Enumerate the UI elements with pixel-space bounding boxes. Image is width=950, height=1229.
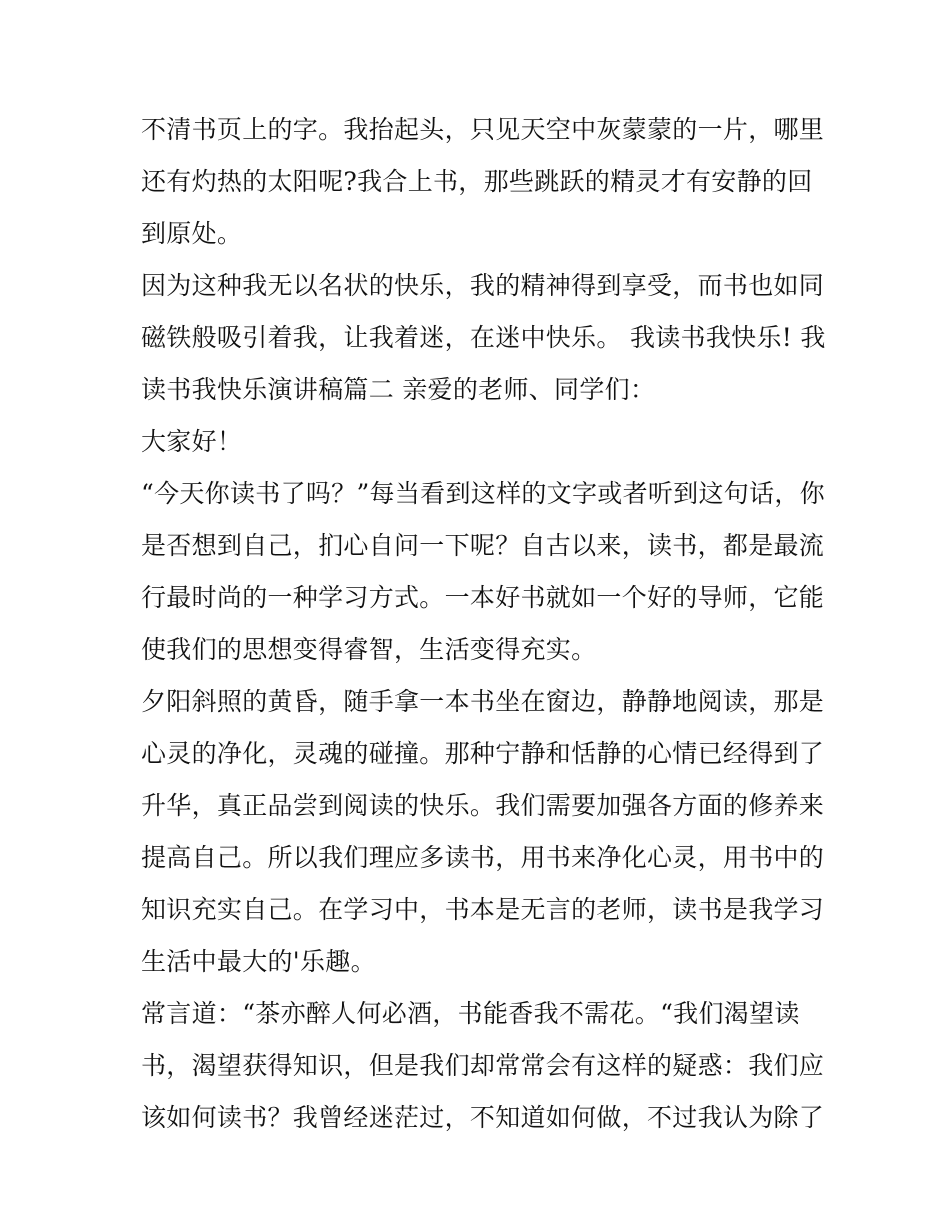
text-line: 生活中最大的'乐趣。 <box>141 947 376 976</box>
text-line: 不清书页上的字。我抬起头，只见天空中灰蒙蒙的一片，哪里 <box>141 115 825 144</box>
text-line: 书，渴望获得知识，但是我们却常常会有这样的疑惑：我们应 <box>141 1051 825 1080</box>
text-line: 因为这种我无以名状的快乐，我的精神得到享受，而书也如同 <box>141 271 825 300</box>
text-line: 心灵的净化，灵魂的碰撞。那种宁静和恬静的心情已经得到了 <box>141 739 825 768</box>
text-line: 知识充实自己。在学习中，书本是无言的老师，读书是我学习 <box>141 895 825 924</box>
text-line: 升华，真正品尝到阅读的快乐。我们需要加强各方面的修养来 <box>141 791 825 820</box>
text-line: 磁铁般吸引着我，让我着迷，在迷中快乐。 我读书我快乐! 我 <box>141 323 826 352</box>
text-line: 还有灼热的太阳呢?我合上书，那些跳跃的精灵才有安静的回 <box>141 167 813 196</box>
text-line: 该如何读书？我曾经迷茫过，不知道如何做，不过我认为除了 <box>141 1103 825 1132</box>
text-line: 大家好！ <box>141 427 243 456</box>
text-line: “今天你读书了吗？”每当看到这样的文字或者听到这句话，你 <box>141 479 825 508</box>
document-body <box>141 104 826 1144</box>
text-line: 常言道：“茶亦醉人何必酒，书能香我不需花。“我们渴望读 <box>141 999 800 1028</box>
text-line: 到原处。 <box>141 219 243 248</box>
text-line: 提高自己。所以我们理应多读书，用书来净化心灵，用书中的 <box>141 843 825 872</box>
text-line: 是否想到自己，扪心自问一下呢？自古以来，读书，都是最流 <box>141 531 825 560</box>
text-line: 行最时尚的一种学习方式。一本好书就如一个好的导师，它能 <box>141 583 825 612</box>
text-line: 使我们的思想变得睿智，生活变得充实。 <box>141 635 597 664</box>
text-line: 夕阳斜照的黄昏，随手拿一本书坐在窗边，静静地阅读，那是 <box>141 687 825 716</box>
text-line: 读书我快乐演讲稿篇二 亲爱的老师、同学们： <box>141 375 656 404</box>
